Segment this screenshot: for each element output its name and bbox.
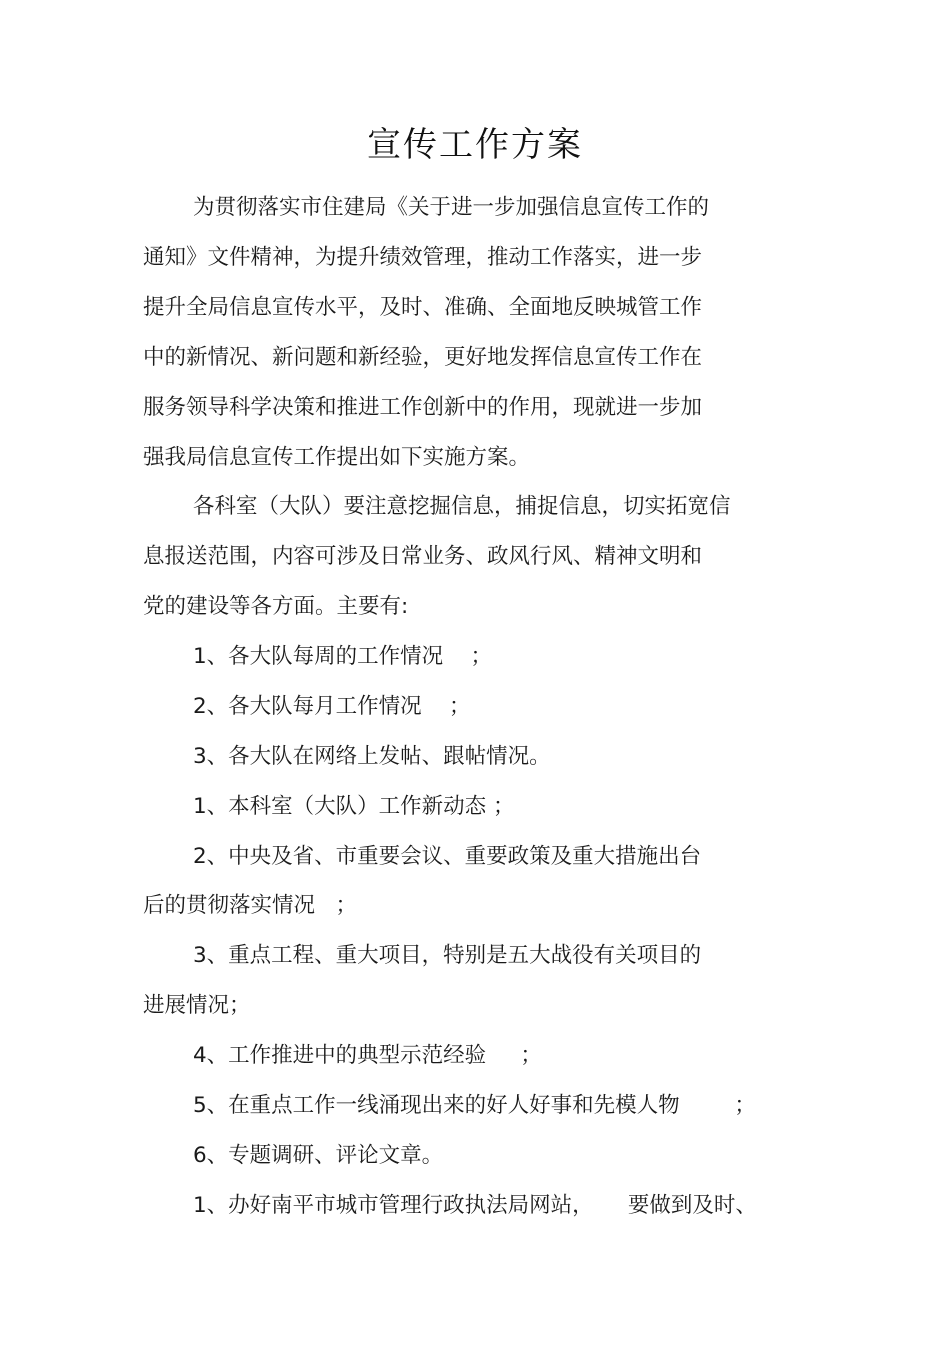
list-item: 3、重点工程、重大项目，特别是五大战役有关项目的 xyxy=(193,943,702,968)
paragraph-line: 各科室（大队）要注意挖掘信息，捕捉信息，切实拓宽信 xyxy=(193,494,731,519)
list-item: 1、各大队每周的工作情况 ； xyxy=(193,644,493,669)
list-item: 1、办好南平市城市管理行政执法局网站， 要做到及时、 xyxy=(193,1193,757,1218)
paragraph-line: 强我局信息宣传工作提出如下实施方案。 xyxy=(143,445,531,470)
paragraph-line: 中的新情况、新问题和新经验，更好地发挥信息宣传工作在 xyxy=(143,345,703,370)
list-item: 6、专题调研、评论文章。 xyxy=(193,1143,444,1168)
paragraph-line: 提升全局信息宣传水平，及时、准确、全面地反映城管工作 xyxy=(143,295,703,320)
list-item: 5、在重点工作一线涌现出来的好人好事和先模人物 ； xyxy=(193,1093,756,1118)
list-item: 2、各大队每月工作情况 ； xyxy=(193,694,471,719)
paragraph-line: 息报送范围，内容可涉及日常业务、政风行风、精神文明和 xyxy=(143,544,703,569)
list-item-continuation: 后的贯彻落实情况 ； xyxy=(143,893,358,918)
list-item: 4、工作推进中的典型示范经验 ； xyxy=(193,1043,542,1068)
document-title: 宣传工作方案 xyxy=(367,125,583,165)
list-item: 3、各大队在网络上发帖、跟帖情况。 xyxy=(193,744,551,769)
list-item: 1、本科室（大队）工作新动态 ； xyxy=(193,794,515,819)
paragraph-line: 党的建设等各方面。主要有: xyxy=(143,594,409,619)
list-item-continuation: 进展情况； xyxy=(143,993,251,1018)
paragraph-line: 为贯彻落实市住建局《关于进一步加强信息宣传工作的 xyxy=(193,195,710,220)
list-item: 2、中央及省、市重要会议、重要政策及重大措施出台 xyxy=(193,844,702,869)
paragraph-line: 通知》文件精神，为提升绩效管理，推动工作落实，进一步 xyxy=(143,245,703,270)
paragraph-line: 服务领导科学决策和推进工作创新中的作用，现就进一步加 xyxy=(143,395,703,420)
